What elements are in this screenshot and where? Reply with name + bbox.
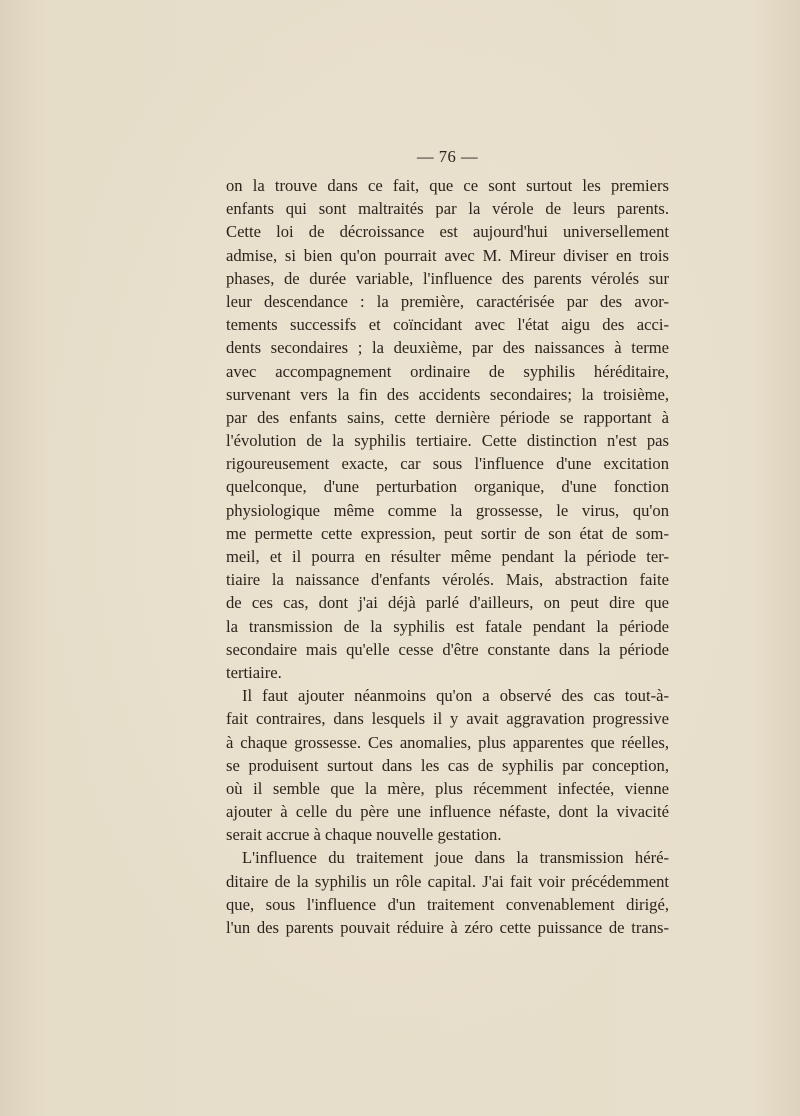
text-line: L'influence du traitement joue dans la transmission héré-	[242, 848, 669, 868]
text-line: Cette loi de décroissance est aujourd'hui universellement	[226, 222, 669, 242]
text-line: meil, et il pourra en résulter même pendant la période ter-	[226, 547, 669, 566]
text-line: ajouter à celle du père une influence néfaste, dont la vivacité	[226, 802, 669, 822]
text-line: phases, de durée variable, l'influence des parents vérolés sur	[226, 268, 669, 288]
text-line: tertiaire.	[226, 662, 282, 682]
text-line: quelconque, d'une perturbation organique, d'une fonction	[226, 477, 669, 497]
text-line: admise, si bien qu'on pourrait avec M. Mireur diviser en trois	[226, 245, 669, 265]
text-line: tements successifs et coïncidant avec l'état aigu des acci-	[226, 315, 669, 335]
text-line: par des enfants sains, cette dernière période se rapportant à	[226, 407, 669, 427]
text-line: la transmission de la syphilis est fatale pendant la période	[226, 616, 669, 636]
text-line: l'un des parents pouvait réduire à zéro cette puissance de trans-	[226, 918, 669, 937]
text-line: secondaire mais qu'elle cesse d'être constante dans la période	[226, 639, 669, 659]
text-line: enfants qui sont maltraités par la vérole de leurs parents.	[226, 199, 669, 219]
text-line: me permette cette expression, peut sortir de son état de som-	[226, 523, 669, 543]
text-line: ditaire de la syphilis un rôle capital. J'ai fait voir précédemment	[226, 871, 669, 891]
text-line: on la trouve dans ce fait, que ce sont surtout les premiers	[226, 176, 669, 195]
text-line: où il semble que la mère, plus récemment infectée, vienne	[226, 778, 669, 798]
text-line: que, sous l'influence d'un traitement convenablement dirigé,	[226, 894, 669, 914]
page-text-block	[226, 144, 669, 939]
text-line: l'évolution de la syphilis tertiaire. Cette distinction n'est pas	[226, 431, 669, 451]
page-number: — 76 —	[416, 147, 479, 166]
text-line: serait accrue à chaque nouvelle gestation.	[226, 825, 502, 845]
text-line: fait contraires, dans lesquels il y avait aggravation progressive	[226, 709, 669, 729]
body-text	[226, 174, 669, 939]
text-line: à chaque grossesse. Ces anomalies, plus apparentes que réelles,	[226, 732, 669, 752]
text-line: leur descendance : la première, caractérisée par des avor-	[226, 291, 669, 311]
text-line: physiologique même comme la grossesse, le virus, qu'on	[226, 500, 669, 520]
text-line: avec accompagnement ordinaire de syphilis héréditaire,	[226, 361, 669, 381]
text-line: Il faut ajouter néanmoins qu'on a observé des cas tout-à-	[242, 686, 669, 706]
text-line: de ces cas, dont j'ai déjà parlé d'ailleurs, on peut dire que	[226, 593, 669, 613]
text-line: dents secondaires ; la deuxième, par des naissances à terme	[226, 338, 669, 358]
text-line: survenant vers la fin des accidents secondaires; la troisième,	[226, 384, 669, 404]
text-line: rigoureusement exacte, car sous l'influence d'une excitation	[226, 454, 669, 474]
text-line: tiaire la naissance d'enfants vérolés. Mais, abstraction faite	[226, 570, 669, 590]
text-line: se produisent surtout dans les cas de syphilis par conception,	[226, 755, 669, 775]
